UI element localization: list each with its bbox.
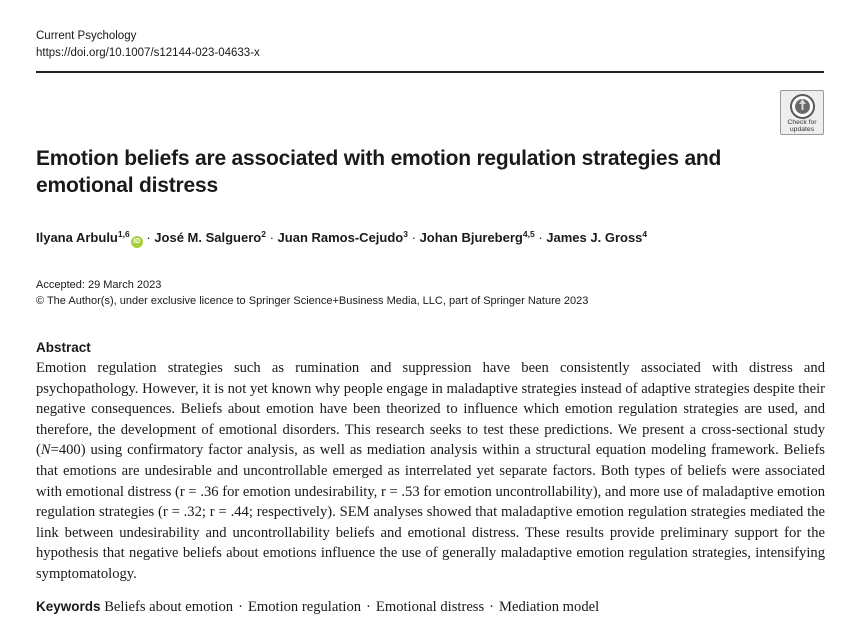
abstract-text-part1: Emotion regulation strategies such as rumination and suppression have been consistently associated with distress and psychopathology. However, it is not yet known why people engage in maladaptive strategies instead of adaptive strategies despite their negative consequences. Beliefs about emotion have been theorized to influence which emotion regulation strategies are used, and therefore, the development of emotional disorders. This research seeks to test these predictions. We present a cross-sectional study ( (36, 360, 825, 459)
author-separator: · (411, 230, 416, 245)
sample-size-value: =400 (50, 442, 81, 459)
author-name[interactable]: Johan Bjureberg (419, 230, 523, 245)
doi-link[interactable]: https://doi.org/10.1007/s12144-023-04633-x (36, 47, 260, 59)
keyword-separator: · (366, 599, 371, 615)
abstract-text-part2: ) using confirmatory factor analysis, as well as mediation analysis within a structural equation modeling framework. Beliefs that emotions are undesirable and uncontrollable emerged as interrelated yet separate factors. Both types of beliefs were associated with emotional distress (r = .36 for emotion undesirability, r = .53 for emotion uncontrollability), and more use of maladaptive emotion regulation strategies (r = .32; r = .44; respectively). SEM analyses showed that maladaptive emotion regulation strategies mediated the link between undesirability and uncontrollability beliefs and emotional distress. These results provide preliminary support for the hypothesis that negative beliefs about emotions influence the use of generally maladaptive emotion regulation strategies, intensifying symptomatology. (36, 442, 825, 582)
author-separator: · (269, 230, 274, 245)
keyword-item: Emotion regulation (247, 599, 362, 615)
accepted-date: Accepted: 29 March 2023 (36, 279, 162, 291)
author-name[interactable]: José M. Salguero (154, 230, 262, 245)
author-affiliation: 3 (403, 229, 408, 239)
check-for-updates-icon (790, 94, 815, 119)
abstract-text (36, 358, 825, 585)
author-affiliation: 1,6 (117, 229, 130, 239)
author-affiliation: 4,5 (522, 229, 535, 239)
keyword-item: Mediation model (499, 599, 600, 615)
abstract-heading: Abstract (36, 340, 91, 355)
keywords-line (36, 597, 599, 617)
keyword-separator: · (238, 599, 243, 615)
author-separator: · (538, 230, 543, 245)
author-name[interactable]: Juan Ramos-Cejudo (277, 230, 404, 245)
check-badge-line2: updates (789, 126, 815, 133)
keywords-label: Keywords (36, 599, 101, 614)
journal-name: Current Psychology (36, 30, 137, 42)
article-title: Emotion beliefs are associated with emotion regulation strategies and emotional distress (36, 147, 722, 197)
keyword-separator: · (489, 599, 495, 615)
author-separator: · (146, 230, 151, 245)
author-name[interactable]: James J. Gross (546, 230, 643, 245)
header-divider (36, 71, 824, 73)
author-list (36, 229, 647, 248)
author-name[interactable]: Ilyana Arbulu (36, 230, 118, 245)
keyword-item: Emotional distress (375, 599, 485, 615)
orcid-icon[interactable]: iD (131, 236, 143, 248)
sample-size-symbol: N (40, 442, 51, 459)
check-badge-line1: Check for (787, 119, 817, 126)
check-for-updates-badge[interactable] (780, 90, 824, 135)
keyword-item: Beliefs about emotion (104, 599, 234, 615)
copyright-notice: © The Author(s), under exclusive licence to Springer Science+Business Media, LLC, part of Springer Nature 2023 (36, 295, 589, 307)
author-affiliation: 2 (261, 229, 266, 239)
author-affiliation: 4 (642, 229, 648, 239)
